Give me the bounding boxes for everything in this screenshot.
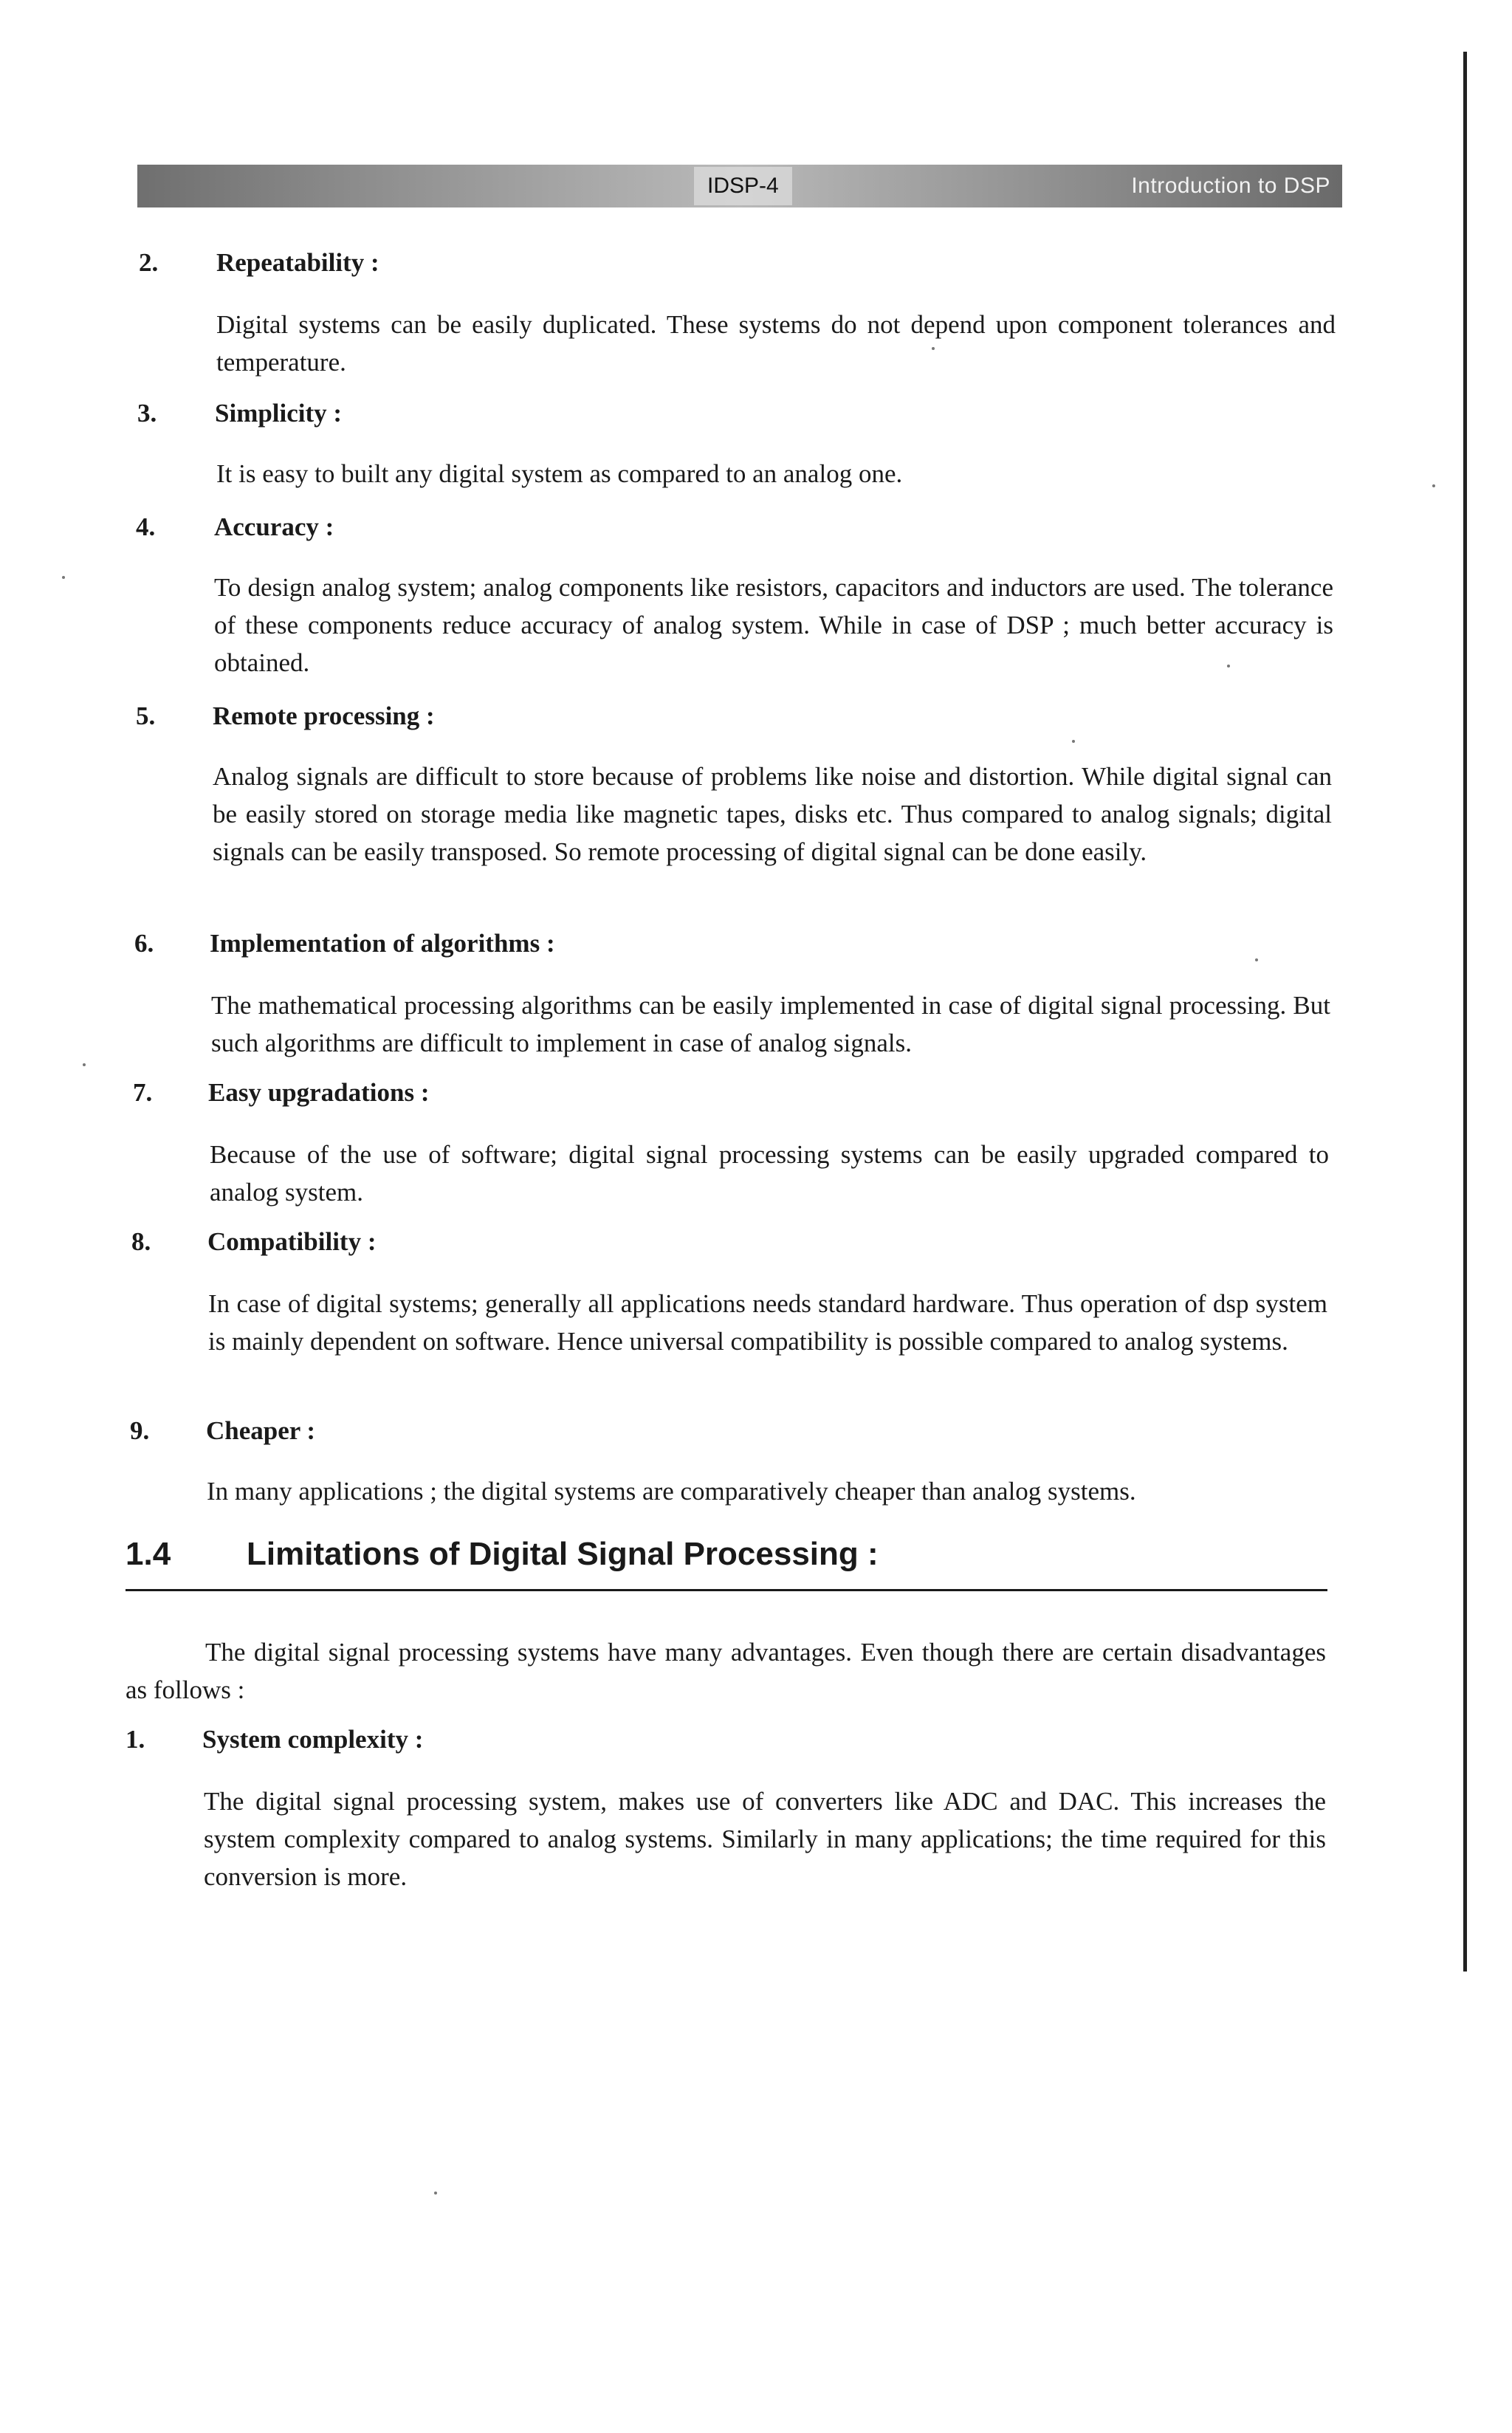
section-title: Limitations of Digital Signal Processing : [247, 1536, 879, 1572]
item-number: 3. [137, 399, 157, 428]
item-title: Remote processing : [213, 701, 435, 730]
scan-speck [62, 576, 65, 579]
page-code: IDSP-4 [694, 167, 792, 205]
item-title: Compatibility : [207, 1227, 377, 1256]
item-number: 2. [139, 248, 159, 277]
item-text: The digital signal processing system, makes use of converters like ADC and DAC. This increases the system complexity compared to analog systems. Similarly in many applications; the time required for this conversion is more. [204, 1787, 1326, 1891]
item-text: The mathematical processing algorithms can be easily implemented in case of digital signal processing. But such algorithms are difficult to implement in case of analog signals. [211, 991, 1330, 1057]
item-number: 5. [136, 701, 156, 730]
item-text: In case of digital systems; generally all applications needs standard hardware. Thus operation of dsp system is mainly dependent on software. Hence universal compatibility is possible compared to analog systems. [208, 1289, 1327, 1356]
item-title: Repeatability : [216, 248, 379, 277]
item-number: 4. [136, 512, 156, 541]
item-number: 7. [133, 1078, 153, 1107]
page-edge-rule [1463, 52, 1467, 1972]
item-text: It is easy to built any digital system as compared to an analog one. [216, 459, 903, 488]
item-text: Because of the use of software; digital signal processing systems can be easily upgraded compared to analog system. [210, 1140, 1329, 1207]
item-title: System complexity : [202, 1725, 424, 1754]
scan-speck [83, 1063, 86, 1066]
scan-speck [1432, 484, 1435, 487]
item-text: In many applications ; the digital systems are comparatively cheaper than analog systems. [207, 1477, 1136, 1506]
item-title: Cheaper : [206, 1416, 316, 1445]
item-title: Easy upgradations : [208, 1078, 430, 1107]
item-number: 9. [130, 1416, 150, 1445]
item-number: 8. [131, 1227, 151, 1256]
section-number: 1.4 [126, 1536, 171, 1572]
scan-speck [932, 347, 935, 350]
scan-speck [434, 2192, 437, 2194]
item-number: 6. [134, 929, 154, 958]
scan-speck [1255, 958, 1258, 961]
item-number: 1. [126, 1725, 145, 1754]
scan-speck [1227, 665, 1230, 668]
section-intro: The digital signal processing systems have many advantages. Even though there are certain disadvantages as follows : [126, 1638, 1326, 1704]
item-title: Accuracy : [214, 512, 334, 541]
scan-speck [1072, 740, 1075, 743]
item-text: To design analog system; analog components like resistors, capacitors and inductors are used. The tolerance of these components reduce accuracy of analog system. While in case of DSP ; much better accuracy is obtained. [214, 573, 1333, 677]
item-title: Simplicity : [215, 399, 343, 428]
item-text: Analog signals are difficult to store because of problems like noise and distortion. While digital signal can be easily stored on storage media like magnetic tapes, disks etc. Thus compared to analog signals; digital signals can be easily transposed. So remote processing of digital signal can be done easily. [213, 762, 1332, 866]
chapter-title: Introduction to DSP [1131, 174, 1330, 198]
section-underline [126, 1589, 1327, 1591]
item-title: Implementation of algorithms : [210, 929, 555, 958]
item-text: Digital systems can be easily duplicated. These systems do not depend upon component tolerances and temperature. [216, 310, 1336, 377]
